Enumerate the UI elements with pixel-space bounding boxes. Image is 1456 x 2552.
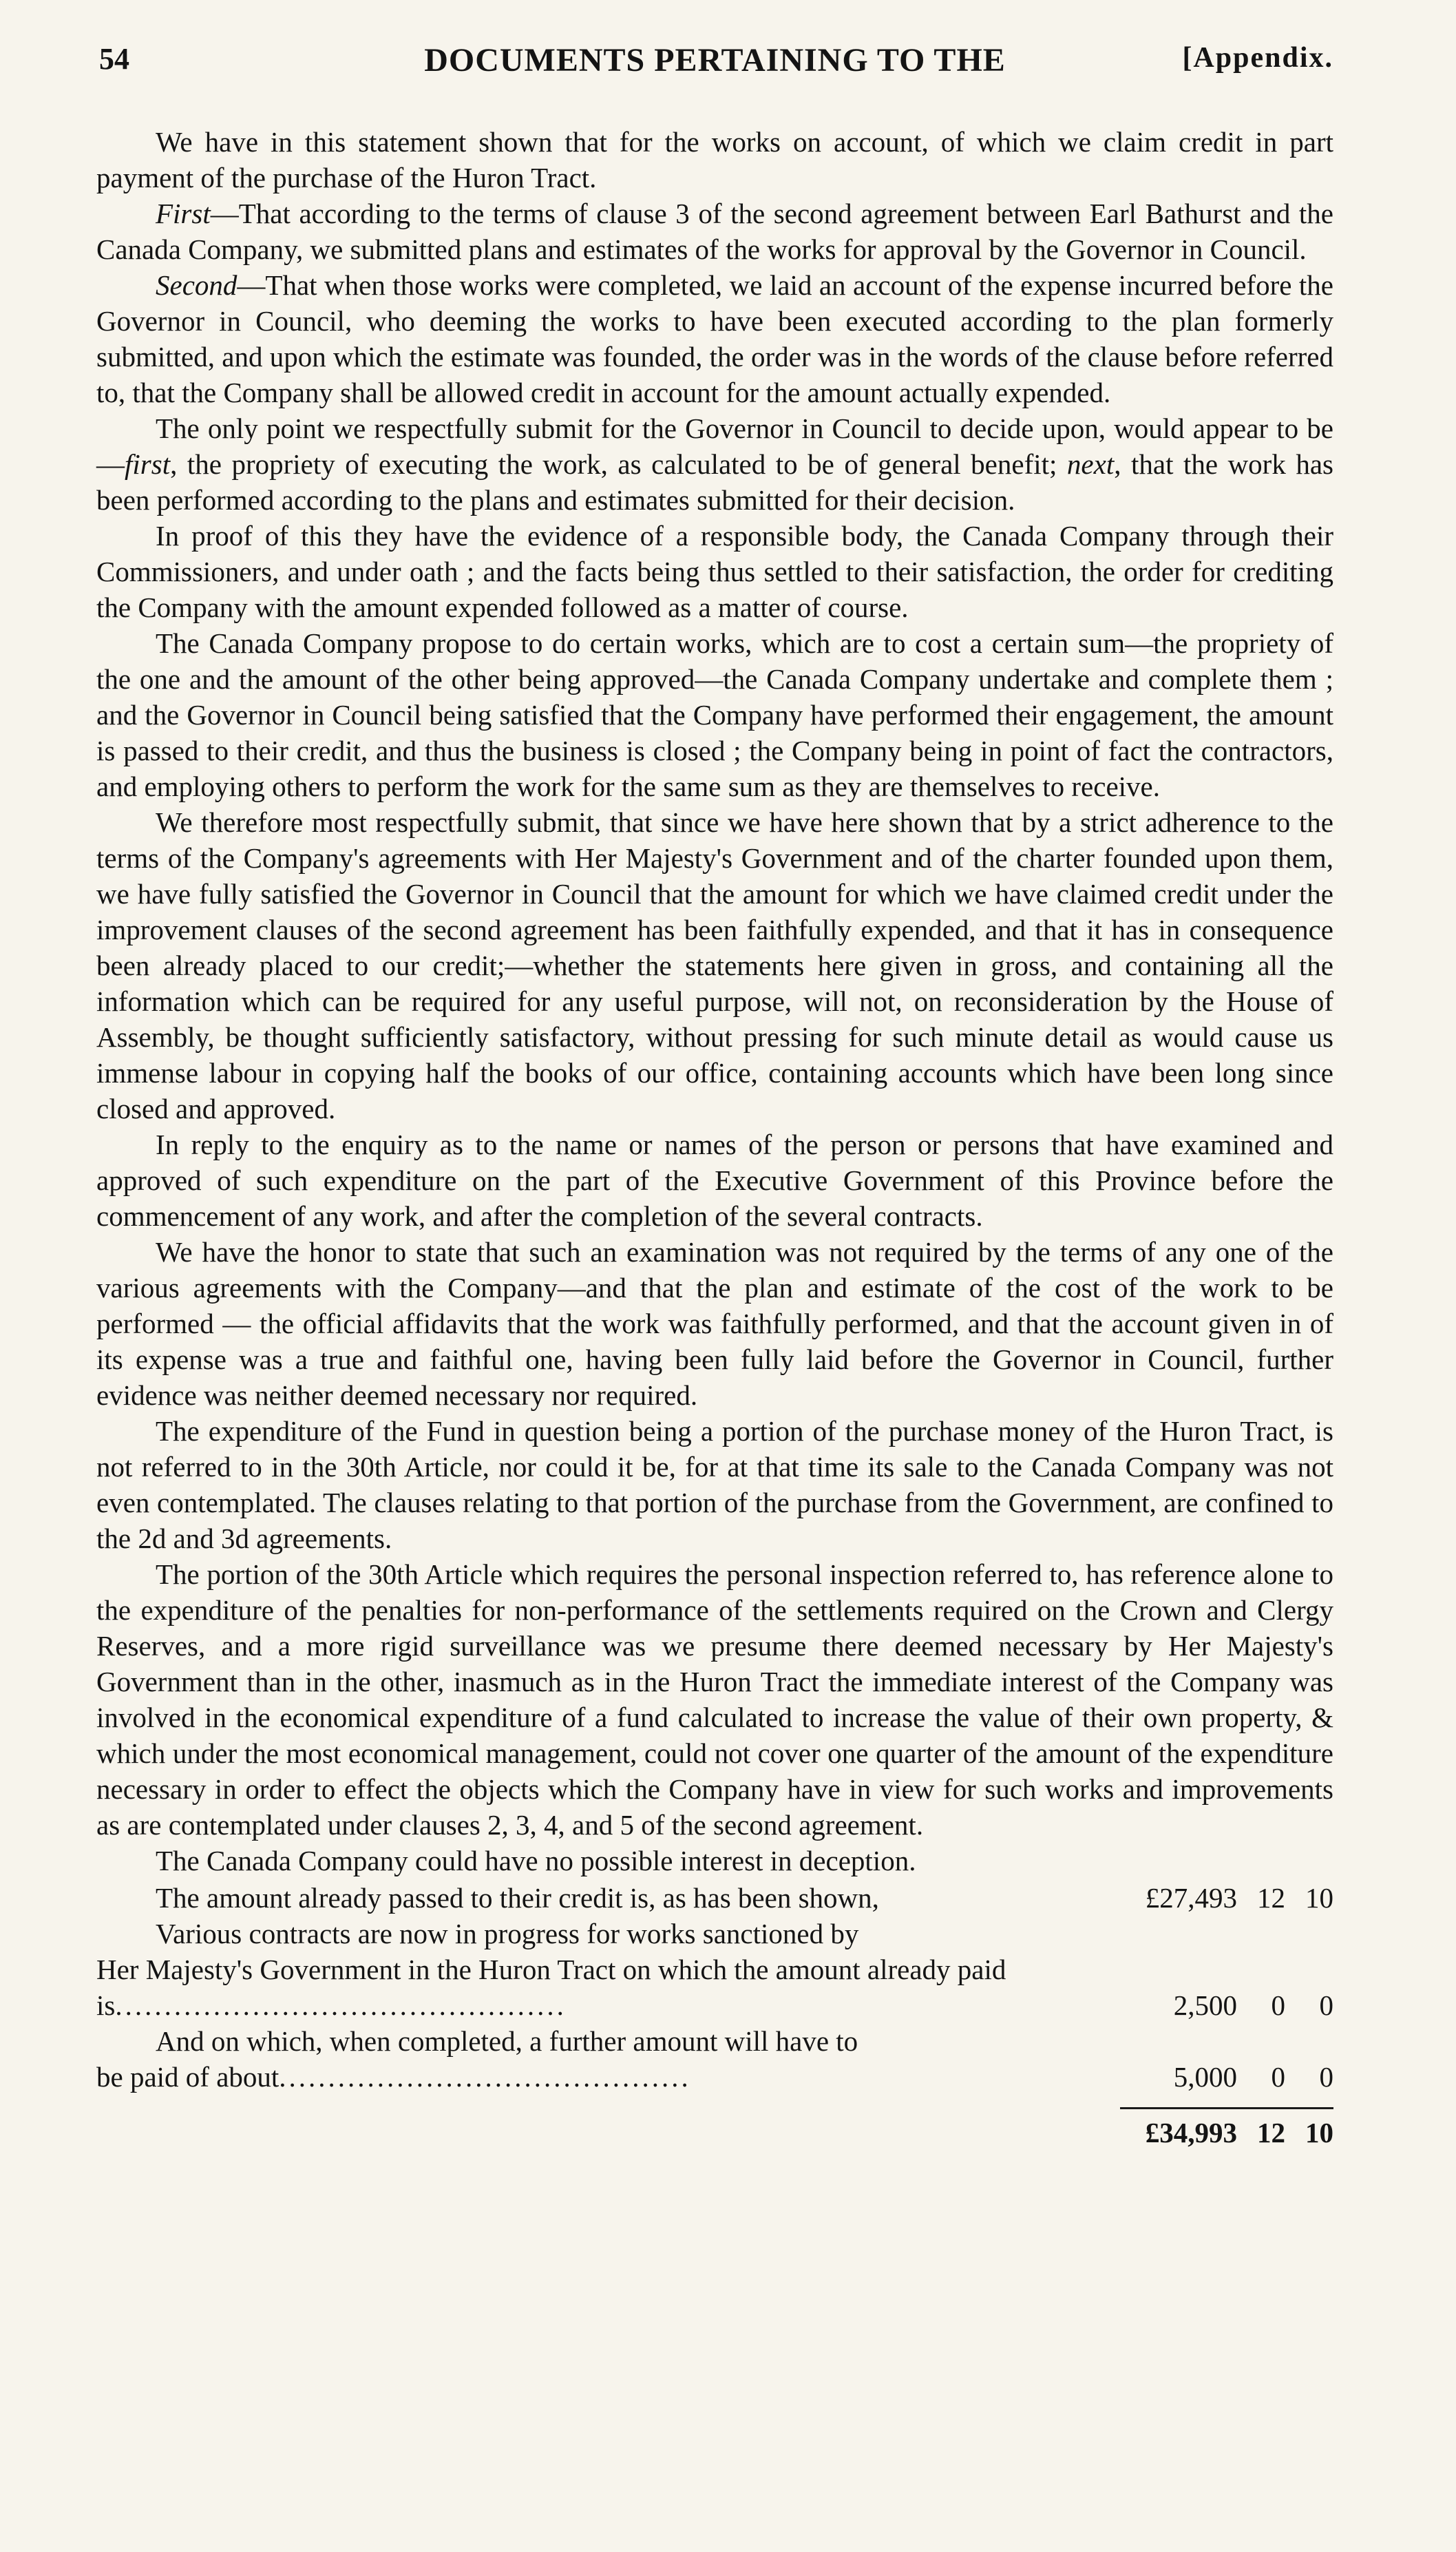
total-pounds: £34,993 [1145,2117,1237,2148]
italic-term: First [156,198,211,229]
amount-shillings: 0 [1271,1989,1285,2021]
running-head [96,41,1333,96]
paragraph-text: The portion of the 30th Article which requires the personal inspection referred to, has reference alone to the expenditure of the penalties for non-performance of the settlements required on the Crown and Clergy Reserves, and a more rigid surveillance was we presume there deemed necessary by Her Majesty's Government than in the other, inasmuch as in the Huron Tract the immediate interest of the Company was involved in the economical expenditure of a fund calculated to increase the value of their own property, & which under the most economical management, could not cover one quarter of the amount of the expenditure necessary in order to effect the objects which the Company have in view for such works and improvements as are contemplated under clauses 2, 3, 4, and 5 of the second agreement. [96,1558,1333,1841]
paragraph [96,1127,1333,1234]
total-row [96,2115,1333,2151]
paragraph [96,1843,1333,1879]
amount-description-cont: be paid of about [96,2061,279,2093]
amount-description: And on which, when completed, a further amount will have to [156,2025,858,2057]
body-text [96,124,1333,1879]
paragraph [96,1556,1333,1843]
amount-row [96,2023,1333,2095]
amount-pence: 0 [1319,2061,1333,2093]
amount-row [96,1880,1333,1916]
paragraph-text: The Canada Company propose to do certain works, which are to cost a certain sum—the propriety of the one and the amount of the other being approved—the Canada Company undertake and complete them ; and the Governor in Council being satisfied that the Company have performed their engagement, the amount is passed to their credit, and thus the business is closed ; the Company being in point of fact the contractors, and employing others to perform the work for the same sum as they are themselves to receive. [96,627,1333,802]
paragraph [96,196,1333,267]
italic-term: next [1066,448,1115,480]
paragraph [96,518,1333,625]
paragraph [96,124,1333,196]
paragraph-text: , the propriety of executing the work, as calculated to be of general benefit; [170,448,1067,480]
amount-pounds: £27,493 [1145,1882,1237,1914]
paragraph-text: The Canada Company could have no possible interest in deception. [156,1845,916,1876]
amount-row [96,1916,1333,2023]
paragraph-text: The only point we respectfully submit for the Governor in Council to decide upon, would appear to be— [96,412,1333,480]
amount-shillings: 12 [1257,1882,1285,1914]
paragraph-text: We therefore most respectfully submit, that since we have here shown that by a strict adherence to the terms of the Company's agreements with Her Majesty's Government and of the charter founded upon them, we have fully satisfied the Governor in Council that the amount for which we have claimed credit under the improvement clauses of the second agreement has been faithfully expended, and that it has in consequence been already placed to our credit;—whether the statements here given in gross, and containing all the information which can be required for any useful purpose, will not, on reconsideration by the House of Assembly, be thought sufficiently satisfactory, without pressing for such minute detail as would cause us immense labour in copying half the books of our office, containing accounts which have been long since closed and approved. [96,806,1333,1125]
paragraph-text: The expenditure of the Fund in question being a portion of the purchase money of the Huron Tract, is not referred to in the 30th Article, nor could it be, for at that time its sale to the Canada Company was not even contemplated. The clauses relating to that portion of the purchase from the Government, are confined to the 2d and 3d agreements. [96,1415,1333,1554]
italic-term: first [125,448,171,480]
page-number: 54 [99,42,129,76]
amount-description: The amount already passed to their credit is, as has been shown, [156,1882,879,1914]
running-title: DOCUMENTS PERTAINING TO THE [424,42,1006,79]
paragraph-text: —That according to the terms of clause 3 of the second agreement between Earl Bathurst and the Canada Company, we submitted plans and estimates of the works for approval by the Governor in Council. [96,198,1333,265]
paragraph-text: We have the honor to state that such an examination was not required by the terms of any one of the various agreements with the Company—and that the plan and estimate of the cost of the work to be performed — the official affidavits that the work was faithfully performed, and that the account given in of its expense was a true and faithful one, having been fully laid before the Governor in Council, further evidence was neither deemed necessary nor required. [96,1236,1333,1411]
paragraph [96,267,1333,410]
amounts-table [96,1880,1333,2151]
leader-dots: .............................................. [115,1989,567,2021]
amount-pounds: 5,000 [1173,2061,1237,2093]
paragraph [96,625,1333,804]
amount-pence: 10 [1305,1882,1333,1914]
paragraph [96,804,1333,1127]
amount-description: Various contracts are now in progress for works sanctioned by [156,1918,859,1949]
amount-pounds: 2,500 [1173,1989,1237,2021]
paragraph-text: In reply to the enquiry as to the name or names of the person or persons that have examined and approved of such expenditure on the part of the Executive Government of this Province before the commencement of any work, and after the completion of the several contracts. [96,1129,1333,1232]
amount-shillings: 0 [1271,2061,1285,2093]
total-rule [1120,2107,1333,2109]
amount-description-cont: Her Majesty's Government in the Huron Tract on which the amount already paid is [96,1954,1006,2021]
paragraph-text: , that the work has been performed according to the plans and estimates submitted for their decision. [96,448,1333,516]
leader-dots: .......................................... [279,2061,691,2093]
total-shillings: 12 [1257,2117,1285,2148]
paragraph [96,1234,1333,1413]
paragraph-text: —That when those works were completed, we laid an account of the expense incurred before the Governor in Council, who deeming the works to have been executed according to the plan formerly submitted, and upon which the estimate was founded, the order was in the words of the clause before referred to, that the Company shall be allowed credit in account for the amount actually expended. [96,269,1333,408]
total-pence: 10 [1305,2117,1333,2148]
paragraph [96,1413,1333,1556]
paragraph-text: In proof of this they have the evidence of a responsible body, the Canada Company through their Commissioners, and under oath ; and the facts being thus settled to their satisfaction, the order for crediting the Company with the amount expended followed as a matter of course. [96,520,1333,623]
paragraph [96,410,1333,518]
italic-term: Second [156,269,238,301]
section-label: [Appendix. [1182,42,1333,74]
paragraph-text: We have in this statement shown that for the works on account, of which we claim credit in part payment of the purchase of the Huron Tract. [96,126,1333,194]
amount-pence: 0 [1319,1989,1333,2021]
